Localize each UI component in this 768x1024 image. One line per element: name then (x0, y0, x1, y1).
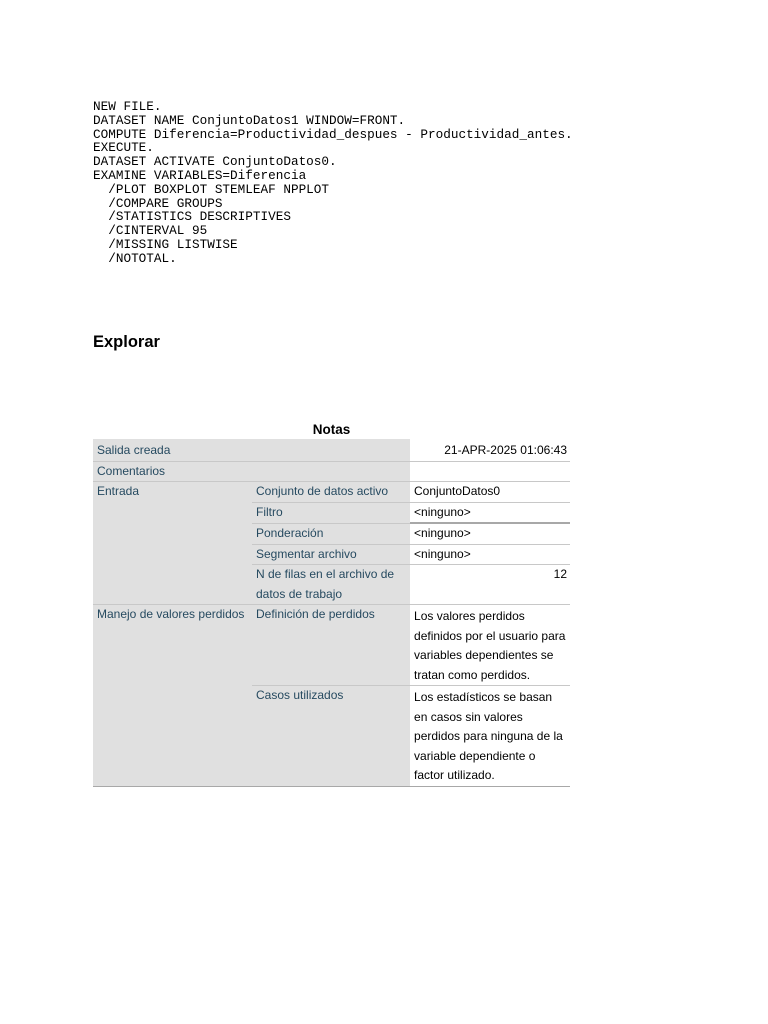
value-conjunto-datos: ConjuntoDatos0 (410, 482, 570, 503)
syntax-line: COMPUTE Diferencia=Productividad_despues - Productividad_antes. (93, 126, 573, 142)
row-label-segmentar-archivo: Segmentar archivo (252, 544, 410, 565)
syntax-line: /STATISTICS DESCRIPTIVES (93, 209, 291, 225)
value-segmentar-archivo: <ninguno> (410, 544, 570, 565)
value-definicion-perdidos: Los valores perdidos definidos por el usuario para variables dependientes se tratan como perdidos. (410, 605, 570, 686)
group-label-entrada: Entrada (93, 482, 252, 605)
syntax-line: /CINTERVAL 95 (93, 223, 208, 239)
row-label-definicion-perdidos: Definición de perdidos (252, 605, 410, 686)
syntax-line: DATASET NAME ConjuntoDatos1 WINDOW=FRONT. (93, 112, 406, 128)
table-row (93, 461, 570, 482)
syntax-line: /COMPARE GROUPS (93, 195, 223, 211)
syntax-line: EXECUTE. (93, 140, 154, 156)
table-title-notas: Notas (312, 422, 351, 437)
value-salida-creada: 21-APR-2025 01:06:43 (410, 439, 570, 461)
syntax-block (93, 100, 573, 266)
value-casos-utilizados: Los estadísticos se basan en casos sin valores perdidos para ninguna de la variable dependiente o factor utilizado. (410, 686, 570, 787)
value-ponderacion: <ninguno> (410, 523, 570, 544)
row-label-salida-creada: Salida creada (93, 439, 410, 461)
syntax-line: EXAMINE VARIABLES=Diferencia (93, 167, 307, 183)
syntax-line: DATASET ACTIVATE ConjuntoDatos0. (93, 154, 337, 170)
syntax-line: /NOTOTAL. (93, 250, 177, 266)
row-label-conjunto-datos: Conjunto de datos activo (252, 482, 410, 503)
group-label-manejo-perdidos: Manejo de valores perdidos (93, 605, 252, 787)
syntax-line: /MISSING LISTWISE (93, 236, 238, 252)
row-label-casos-utilizados: Casos utilizados (252, 686, 410, 787)
value-comentarios (410, 461, 570, 482)
value-n-filas: 12 (410, 565, 570, 605)
syntax-line: /PLOT BOXPLOT STEMLEAF NPPLOT (93, 181, 330, 197)
row-label-comentarios: Comentarios (93, 461, 410, 482)
row-label-ponderacion: Ponderación (252, 523, 410, 544)
value-filtro: <ninguno> (410, 502, 570, 523)
row-label-filtro: Filtro (252, 502, 410, 523)
notas-table (93, 439, 570, 787)
table-row (93, 439, 570, 461)
section-heading-explorar: Explorar (93, 333, 160, 351)
table-row (93, 482, 570, 503)
row-label-n-filas: N de filas en el archivo de datos de trabajo (252, 565, 410, 605)
table-row (93, 605, 570, 686)
syntax-line: NEW FILE. (93, 99, 162, 114)
